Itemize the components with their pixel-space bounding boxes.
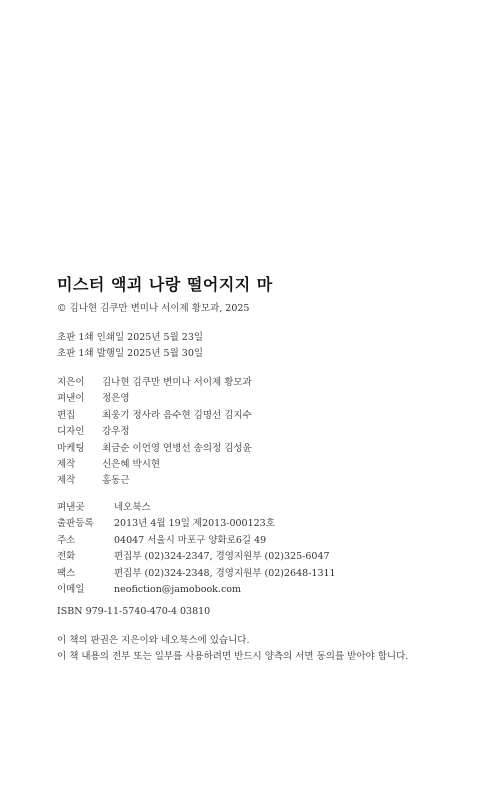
publisher-value: 네오북스 — [114, 502, 151, 513]
edition-text: 초판 1쇄 발행일 2025년 5월 30일 — [57, 348, 204, 360]
credit-value: 최웅기 정사라 음수현 김명선 김지수 — [102, 409, 252, 421]
usage-notice — [57, 649, 408, 665]
publisher-row-phone — [57, 549, 336, 565]
credit-row-editing — [57, 408, 252, 424]
credit-value: 김나현 김쿠만 변미나 서이제 황모과 — [102, 377, 252, 388]
publisher-email-value: neofiction@jamobook.com — [114, 583, 241, 595]
publisher-label: 주소 — [57, 534, 76, 546]
credit-row-production-1 — [57, 457, 252, 473]
credit-value: 정은영 — [102, 393, 130, 405]
copyright-line: © 김나현 김쿠만 변미나 서이제 황모과, 2025 — [57, 303, 250, 314]
credit-label: 편집 — [57, 409, 76, 421]
publisher-value: 2013년 4월 19일 제2013-000123호 — [114, 518, 275, 530]
credit-label: 제작 — [57, 458, 76, 470]
publisher-label: 출판등록 — [57, 518, 94, 530]
publisher-info — [57, 500, 336, 598]
publisher-label: 전화 — [57, 551, 76, 563]
publisher-value: 04047 서울시 마포구 양화로6길 49 — [114, 534, 267, 546]
rights-notice — [57, 633, 408, 649]
credit-row-design — [57, 424, 252, 440]
credit-row-marketing — [57, 441, 252, 457]
publisher-label: 팩스 — [57, 567, 76, 579]
credit-label: 제작 — [57, 475, 76, 487]
publisher-row-fax — [57, 566, 336, 582]
credit-label: 디자인 — [57, 426, 85, 438]
book-title: 미스터 액괴 나랑 떨어지지 마 — [57, 275, 273, 294]
credit-label: 지은이 — [57, 377, 85, 388]
publisher-label: 펴낸곳 — [57, 502, 85, 513]
edition-info — [57, 330, 203, 363]
credit-value: 홍동근 — [102, 475, 130, 487]
edition-publish-date — [57, 346, 203, 362]
credit-value: 신은혜 박시현 — [102, 458, 161, 470]
rights-notices — [57, 633, 408, 666]
credit-value: 강우정 — [102, 426, 130, 438]
publisher-label: 이메일 — [57, 583, 85, 595]
notice-text: 이 책의 판권은 지은이와 네오북스에 있습니다. — [57, 635, 250, 646]
edition-text: 초판 1쇄 인쇄일 2025년 5월 23일 — [57, 332, 204, 343]
credit-row-publisher-person — [57, 391, 252, 407]
credits-list — [57, 375, 252, 490]
edition-print-date — [57, 330, 203, 346]
credit-label: 펴낸이 — [57, 393, 85, 405]
notice-text: 이 책 내용의 전부 또는 일부를 사용하려면 반드시 양측의 서면 동의를 받아야 합니다. — [57, 651, 409, 663]
credit-label: 마케팅 — [57, 442, 85, 454]
publisher-value: 편집부 (02)324-2347, 경영지원부 (02)325-6047 — [114, 551, 330, 563]
publisher-row-address — [57, 533, 336, 549]
isbn-line: ISBN 979-11-5740-470-4 03810 — [57, 606, 211, 617]
credit-value: 최금순 이언영 연병선 송의정 김성윤 — [102, 442, 252, 454]
publisher-row-name — [57, 500, 336, 516]
credit-row-author — [57, 375, 252, 391]
credit-row-production-2 — [57, 473, 252, 489]
publisher-row-registration — [57, 516, 336, 532]
publisher-row-email — [57, 582, 336, 598]
publisher-value: 편집부 (02)324-2348, 경영지원부 (02)2648-1311 — [114, 567, 336, 579]
